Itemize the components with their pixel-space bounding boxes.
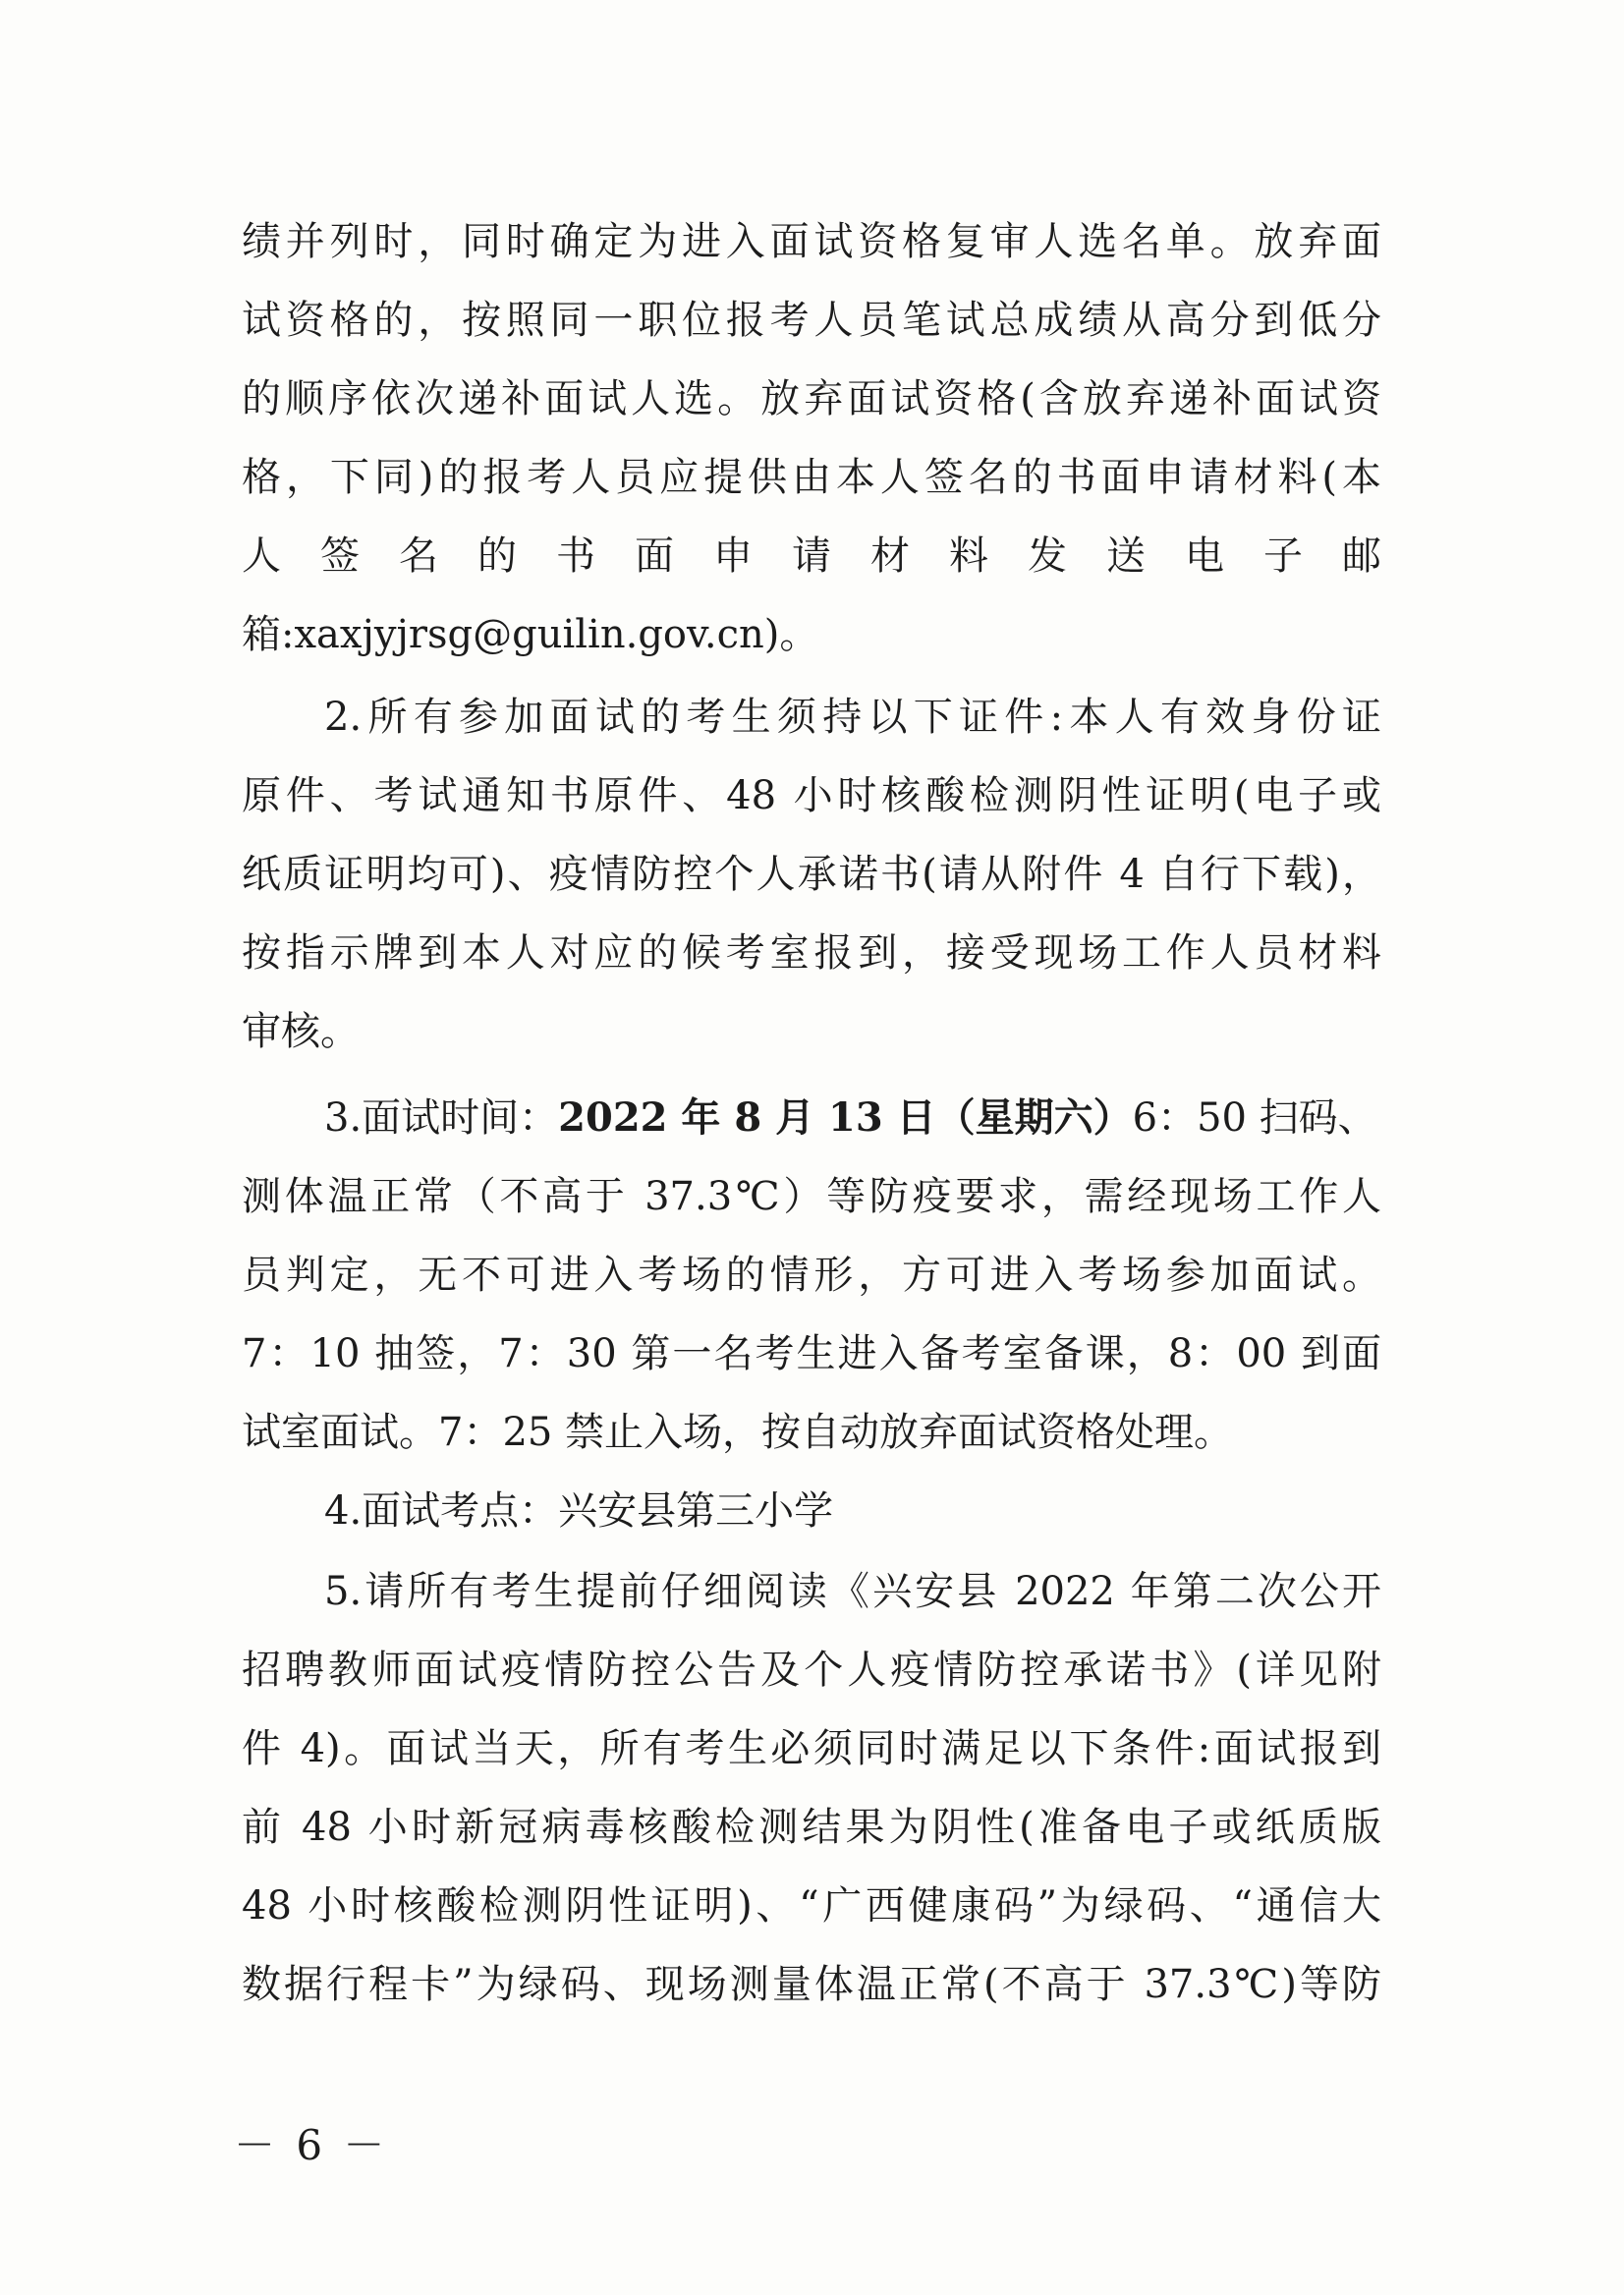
body-line: 试室面试。7：25 禁止入场，按自动放弃面试资格处理。 [242,1410,1234,1455]
body-line: 招聘教师面试疫情防控公告及个人疫情防控承诺书》(详见附 [242,1648,1381,1693]
body-line: 试资格的，按照同一职位报考人员笔试总成绩从高分到低分 [242,298,1381,343]
body-line: 前 48 小时新冠病毒核酸检测结果为阴性(准备电子或纸质版 [242,1805,1381,1850]
scan-time: 6：50 扫码、 [1132,1095,1377,1141]
interview-venue-line: 4.面试考点：兴安县第三小学 [324,1488,834,1534]
body-line: 原件、考试通知书原件、48 小时核酸检测阴性证明(电子或 [242,773,1381,818]
body-line: 的顺序依次递补面试人选。放弃面试资格(含放弃递补面试资 [242,376,1381,421]
item-3-line [324,1089,1381,1148]
body-line: 纸质证明均可)、疫情防控个人承诺书(请从附件 4 自行下载)， [242,852,1381,897]
item-2-line: 2.所有参加面试的考生须持以下证件:本人有效身份证 [324,695,1381,740]
body-line: 员判定，无不可进入考场的情形，方可进入考场参加面试。 [242,1253,1381,1298]
item-5-line: 5.请所有考生提前仔细阅读《兴安县 2022 年第二次公开 [324,1569,1381,1614]
body-line: 7：10 抽签，7：30 第一名考生进入备考室备课，8：00 到面 [242,1331,1381,1376]
body-line: 按指示牌到本人对应的候考室报到，接受现场工作人员材料 [242,930,1381,976]
body-line: 48 小时核酸检测阴性证明)、“广西健康码”为绿码、“通信大 [242,1883,1381,1929]
page-number: － 6 － [234,2121,389,2169]
body-line: 测体温正常（不高于 37.3℃）等防疫要求，需经现场工作人 [242,1174,1381,1219]
email-line: 箱:xaxjyjrsg@guilin.gov.cn)。 [242,612,819,657]
interview-time-label: 3.面试时间： [324,1095,559,1141]
body-line: 人 签 名 的 书 面 申 请 材 料 发 送 电 子 邮 [242,533,1381,579]
body-line: 格，下同)的报考人员应提供由本人签名的书面申请材料(本 [242,455,1381,500]
body-line: 审核。 [242,1009,360,1054]
interview-date: 2022 年 8 月 13 日（星期六） [558,1094,1133,1141]
body-line: 绩并列时，同时确定为进入面试资格复审人选名单。放弃面 [242,219,1381,264]
body-line: 件 4)。面试当天，所有考生必须同时满足以下条件:面试报到 [242,1726,1381,1771]
body-line: 数据行程卡”为绿码、现场测量体温正常(不高于 37.3℃)等防 [242,1962,1381,2007]
